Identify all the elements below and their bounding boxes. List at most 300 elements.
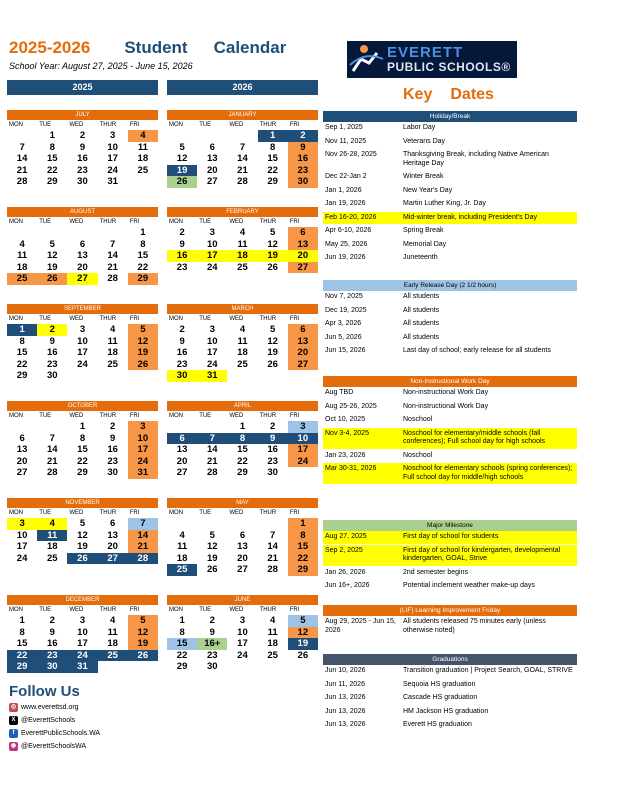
day-cell: 21	[237, 164, 248, 176]
weekday-header	[167, 218, 318, 227]
day-cell: 26	[267, 261, 278, 273]
day-cell: 1	[288, 518, 318, 530]
day-cell: 8	[19, 335, 25, 347]
day-cell	[67, 227, 97, 239]
day-cell: 26	[128, 359, 158, 371]
weekday-label: TUE	[199, 316, 212, 322]
day-cell: 16+	[197, 638, 227, 650]
day-cell: 23	[46, 358, 58, 370]
weekday-label: FRI	[129, 510, 140, 516]
day-cell: 8	[227, 433, 257, 445]
key-description: Sequoia HS graduation	[403, 680, 476, 688]
day-cell: 22	[77, 455, 88, 467]
day-cell: 20	[77, 261, 88, 273]
week-row	[7, 553, 158, 565]
social-link-text: @EverettSchoolsWA	[21, 743, 87, 750]
day-cell: 4	[239, 227, 246, 238]
year-header-left: 2025	[7, 80, 158, 95]
month-june	[167, 595, 318, 673]
key-date-row	[323, 198, 577, 212]
day-cell	[258, 370, 288, 382]
day-cell: 15	[46, 153, 58, 165]
week-row	[7, 530, 158, 542]
day-cell: 8	[49, 141, 55, 153]
day-cell: 18	[176, 552, 188, 564]
weekday-label: WED	[69, 122, 84, 128]
follow-us-title: Follow Us	[9, 683, 80, 700]
day-cell: 16	[176, 347, 188, 359]
weekday-label: THUR	[99, 219, 117, 225]
key-date: Jun 10, 2026	[325, 667, 366, 674]
week-row	[167, 456, 318, 468]
day-cell: 24	[16, 552, 28, 564]
month-name: FEBRUARY	[167, 207, 318, 217]
day-cell: 20	[206, 164, 218, 176]
day-cell: 6	[288, 324, 318, 336]
day-cell: 31	[107, 176, 118, 188]
key-date: Feb 16-20, 2026	[325, 213, 377, 221]
day-cell: 14	[107, 250, 118, 262]
day-cell: 22	[7, 650, 37, 662]
weekday-label: TUE	[39, 316, 52, 322]
week-row	[7, 467, 158, 479]
day-cell: 29	[176, 661, 188, 673]
day-cell: 29	[77, 467, 88, 479]
day-cell	[227, 661, 257, 673]
key-section-title: (LIF) Learning Improvement Friday	[323, 605, 577, 616]
key-section	[323, 605, 577, 638]
week-row	[167, 250, 318, 262]
key-section	[323, 111, 577, 266]
day-cell: 14	[237, 153, 248, 165]
day-cell: 1	[140, 227, 146, 238]
week-row	[167, 650, 318, 662]
day-cell: 2	[110, 421, 116, 432]
day-cell: 16	[46, 347, 58, 359]
weekday-header	[7, 606, 158, 615]
day-cell: 10	[206, 335, 218, 347]
week-row	[7, 250, 158, 262]
key-description: Noschool	[403, 416, 433, 423]
key-date-row	[323, 414, 577, 428]
month-name: MAY	[167, 498, 318, 508]
weekday-label: WED	[69, 607, 84, 613]
day-cell	[258, 661, 288, 673]
week-row	[167, 661, 318, 673]
day-cell: 23	[107, 455, 118, 467]
key-dates-title	[403, 86, 494, 104]
week-row	[7, 324, 158, 336]
weekday-label: MON	[9, 413, 23, 419]
day-cell: 27	[67, 273, 97, 285]
day-cell: 26	[128, 650, 158, 662]
weekday-label: FRI	[289, 510, 300, 516]
month-name: SEPTEMBER	[7, 304, 158, 314]
day-cell	[7, 130, 37, 142]
day-cell: 13	[206, 153, 218, 165]
social-link[interactable]	[9, 728, 209, 739]
key-date-row	[323, 185, 577, 199]
day-cell: 9	[179, 335, 185, 347]
title-year: 2025-2026	[9, 38, 91, 57]
day-cell	[37, 421, 67, 433]
day-cell: 23	[176, 358, 188, 370]
day-cell: 29	[288, 564, 318, 576]
globe-icon: ◎	[10, 704, 17, 710]
weekday-label: TUE	[39, 219, 52, 225]
weekday-label: TUE	[39, 607, 52, 613]
day-cell: 13	[288, 336, 318, 348]
key-date-row	[323, 212, 577, 226]
day-cell: 19	[77, 541, 88, 553]
key-description: All students	[403, 333, 440, 341]
day-cell: 26	[267, 358, 278, 370]
facebook-icon: f	[9, 729, 18, 738]
day-cell: 12	[288, 627, 318, 639]
month-name: AUGUST	[7, 207, 158, 217]
day-cell	[67, 370, 97, 382]
key-date: Jan 1, 2026	[325, 186, 362, 194]
month-august	[7, 207, 158, 285]
week-row	[167, 421, 318, 433]
day-cell	[227, 370, 257, 382]
week-row	[7, 615, 158, 627]
day-cell: 24	[206, 261, 218, 273]
week-row	[167, 467, 318, 479]
key-description: 2nd semester begins	[403, 568, 468, 576]
day-cell: 29	[128, 273, 158, 285]
day-cell	[258, 518, 288, 530]
key-date-row	[323, 225, 577, 239]
day-cell: 1	[49, 130, 55, 141]
key-date: Sep 1, 2025	[325, 124, 363, 131]
day-cell: 3	[79, 324, 86, 335]
week-row	[7, 227, 158, 239]
week-row	[7, 347, 158, 359]
day-cell: 25	[46, 552, 58, 564]
key-date-row	[323, 252, 577, 266]
key-title-word1: Key	[403, 86, 433, 103]
key-description: Winter Break	[403, 173, 444, 180]
day-cell: 29	[267, 176, 278, 188]
day-cell: 28	[267, 564, 278, 576]
weekday-label: MON	[169, 219, 183, 225]
weekday-label: THUR	[259, 219, 277, 225]
day-cell: 30	[107, 467, 118, 479]
day-cell: 14	[16, 153, 28, 165]
day-cell: 21	[16, 164, 28, 176]
week-row	[167, 262, 318, 274]
weekday-label: TUE	[199, 607, 212, 613]
day-cell: 15	[137, 250, 149, 262]
weekday-label: WED	[69, 510, 84, 516]
weekday-label: FRI	[129, 607, 140, 613]
week-row	[167, 541, 318, 553]
key-date-row	[323, 719, 577, 733]
weekday-label: TUE	[39, 413, 52, 419]
key-date-row	[323, 665, 577, 679]
day-cell: 4	[179, 529, 185, 541]
day-cell: 25	[237, 261, 248, 273]
day-cell: 25	[137, 164, 149, 176]
day-cell: 27	[16, 467, 28, 479]
week-row	[167, 627, 318, 639]
day-cell: 18	[267, 638, 278, 650]
day-cell: 13	[288, 239, 318, 251]
month-name: DECEMBER	[7, 595, 158, 605]
weekday-label: WED	[229, 607, 244, 613]
day-cell: 17	[107, 153, 118, 165]
month-name: NOVEMBER	[7, 498, 158, 508]
day-cell: 18	[227, 250, 257, 262]
day-cell: 22	[267, 164, 278, 176]
week-row	[7, 336, 158, 348]
key-date-row	[323, 450, 577, 464]
day-cell: 27	[206, 176, 218, 188]
key-date: Jan 23, 2026	[325, 451, 366, 459]
day-cell: 7	[49, 432, 55, 444]
week-row	[7, 661, 158, 673]
weekday-label: TUE	[39, 510, 52, 516]
day-cell: 20	[107, 541, 118, 553]
weekday-label: FRI	[289, 607, 300, 613]
week-row	[7, 456, 158, 468]
day-cell: 9	[49, 626, 55, 638]
key-date: Aug 27, 2025	[325, 533, 367, 540]
day-cell: 11	[107, 626, 118, 638]
social-link[interactable]	[9, 702, 209, 713]
day-cell: 26	[206, 564, 218, 576]
day-cell	[7, 227, 37, 239]
key-description: First day of school for students	[403, 533, 499, 540]
weekday-label: WED	[69, 316, 84, 322]
day-cell: 31	[197, 370, 227, 382]
day-cell: 11	[137, 141, 148, 153]
key-date: May 25, 2026	[325, 240, 368, 248]
day-cell: 9	[179, 238, 185, 250]
day-cell: 26	[37, 273, 67, 285]
runner-icon	[347, 41, 387, 78]
week-row	[7, 273, 158, 285]
week-row	[167, 359, 318, 371]
day-cell: 22	[16, 358, 28, 370]
day-cell: 5	[179, 141, 185, 153]
day-cell: 4	[19, 238, 25, 250]
key-description: First day of school for kindergarten, developmental kindergarten, GOAL, Strive	[403, 546, 561, 562]
day-cell: 18	[46, 541, 58, 553]
day-cell: 24	[67, 650, 97, 662]
weekday-label: WED	[229, 413, 244, 419]
week-row	[167, 336, 318, 348]
day-cell: 1	[179, 615, 185, 626]
weekday-label: WED	[229, 510, 244, 516]
day-cell: 4	[128, 130, 158, 142]
weekday-label: MON	[9, 510, 23, 516]
day-cell: 30	[167, 370, 197, 382]
key-date: Jun 19, 2026	[325, 254, 366, 261]
week-row	[7, 444, 158, 456]
key-date-row	[323, 401, 577, 415]
day-cell: 6	[239, 529, 246, 541]
day-cell: 15	[267, 153, 278, 165]
day-cell: 12	[267, 335, 278, 347]
day-cell: 25	[98, 650, 128, 662]
day-cell: 30	[206, 661, 218, 673]
day-cell: 8	[19, 626, 25, 638]
weekday-label: MON	[9, 316, 23, 322]
key-date: Nov 11, 2025	[325, 137, 367, 145]
key-description: HM Jackson HS graduation	[403, 707, 489, 715]
day-cell: 27	[176, 467, 188, 479]
day-cell	[197, 130, 227, 142]
day-cell	[7, 421, 37, 433]
day-cell: 2	[179, 227, 185, 238]
key-description: Labor Day	[403, 124, 436, 131]
key-description: Non-instructional Work Day	[403, 402, 489, 410]
day-cell: 3	[110, 130, 116, 141]
day-cell: 15	[16, 347, 28, 359]
day-cell: 5	[49, 238, 55, 250]
key-date: Nov 7, 2025	[325, 293, 363, 300]
key-description: Cascade HS graduation	[403, 694, 478, 701]
key-description: All students	[403, 293, 440, 300]
day-cell: 17	[206, 347, 218, 359]
day-cell: 11	[17, 250, 28, 262]
day-cell	[128, 176, 158, 188]
day-cell: 4	[37, 518, 67, 530]
day-cell	[98, 661, 128, 673]
day-cell: 27	[98, 553, 128, 565]
day-cell: 9	[258, 433, 288, 445]
day-cell: 10	[237, 626, 248, 638]
week-row	[167, 615, 318, 627]
day-cell: 13	[77, 250, 88, 262]
day-cell: 24	[77, 358, 88, 370]
day-cell: 2	[179, 324, 185, 335]
day-cell: 10	[107, 141, 118, 153]
social-link-text: @EverettSchools	[21, 717, 76, 724]
day-cell: 29	[237, 467, 248, 479]
day-cell: 11	[237, 335, 248, 347]
key-date: Apr 3, 2026	[325, 320, 362, 327]
day-cell: 30	[37, 661, 67, 673]
week-row	[167, 444, 318, 456]
day-cell: 10	[288, 433, 318, 445]
weekday-header	[167, 509, 318, 518]
weekday-label: MON	[169, 607, 183, 613]
day-cell: 5	[128, 324, 158, 336]
day-cell: 15	[77, 444, 88, 456]
key-date: Aug 25-26, 2025	[325, 402, 377, 410]
weekday-header	[7, 121, 158, 130]
day-cell: 27	[237, 564, 248, 576]
day-cell: 5	[128, 615, 158, 627]
key-description: Memorial Day	[403, 240, 447, 248]
key-date: Sep 2, 2025	[325, 546, 363, 554]
key-date: Dec 19, 2025	[325, 306, 367, 314]
day-cell: 3	[79, 615, 86, 626]
x-icon: X	[9, 716, 18, 725]
key-date: Jan 19, 2026	[325, 200, 366, 207]
day-cell: 26	[167, 176, 197, 188]
key-description: Martin Luther King, Jr. Day	[403, 200, 486, 207]
month-july	[7, 110, 158, 188]
day-cell: 10	[16, 529, 28, 541]
social-link[interactable]	[9, 715, 209, 726]
day-cell: 15	[237, 444, 248, 456]
day-cell: 28	[16, 176, 28, 188]
day-cell: 17	[237, 638, 248, 650]
week-row	[167, 239, 318, 251]
day-cell: 15	[16, 638, 28, 650]
day-cell: 14	[128, 530, 158, 542]
day-cell: 25	[237, 358, 248, 370]
day-cell: 7	[128, 518, 158, 530]
day-cell: 24	[237, 649, 248, 661]
day-cell: 9	[79, 141, 86, 153]
week-row	[167, 433, 318, 445]
month-name: APRIL	[167, 401, 318, 411]
day-cell: 21	[267, 552, 278, 564]
month-may	[167, 498, 318, 576]
day-cell	[197, 421, 227, 433]
day-cell: 4	[239, 324, 246, 335]
day-cell: 14	[46, 444, 58, 456]
day-cell: 14	[206, 444, 218, 456]
key-date-row	[323, 692, 577, 706]
key-date: Aug 29, 2025 - Jun 15, 2026	[325, 618, 396, 634]
key-date-row	[323, 545, 577, 567]
day-cell: 18	[237, 347, 248, 359]
day-cell: 3	[288, 421, 318, 433]
weekday-label: THUR	[99, 316, 117, 322]
day-cell: 19	[206, 552, 218, 564]
day-cell: 2	[49, 615, 55, 626]
key-description: Noschool	[403, 451, 433, 459]
key-date-row	[323, 616, 577, 638]
day-cell: 24	[107, 164, 118, 176]
weekday-label: WED	[229, 122, 244, 128]
social-link[interactable]	[9, 741, 209, 752]
month-april	[167, 401, 318, 479]
day-cell	[227, 130, 257, 142]
day-cell: 21	[206, 455, 218, 467]
week-row	[167, 227, 318, 239]
day-cell: 6	[110, 518, 116, 529]
day-cell: 30	[46, 370, 58, 382]
logo-line1: EVERETT	[387, 44, 464, 61]
weekday-label: WED	[69, 219, 84, 225]
day-cell: 6	[167, 433, 197, 445]
week-row	[7, 239, 158, 251]
day-cell: 11	[267, 626, 278, 638]
day-cell: 26	[297, 649, 309, 661]
day-cell: 3	[128, 421, 158, 433]
weekday-label: TUE	[199, 510, 212, 516]
day-cell: 28	[128, 553, 158, 565]
key-date-row	[323, 305, 577, 319]
key-date: Nov 3-4, 2025	[325, 429, 369, 437]
key-section	[323, 280, 577, 359]
day-cell: 1	[7, 324, 37, 336]
instagram-icon: ◉	[10, 743, 17, 749]
key-description: Juneteenth	[403, 254, 438, 261]
day-cell: 6	[79, 238, 86, 250]
weekday-header	[167, 412, 318, 421]
day-cell: 21	[128, 541, 158, 553]
day-cell: 27	[288, 262, 318, 274]
day-cell: 29	[7, 661, 37, 673]
